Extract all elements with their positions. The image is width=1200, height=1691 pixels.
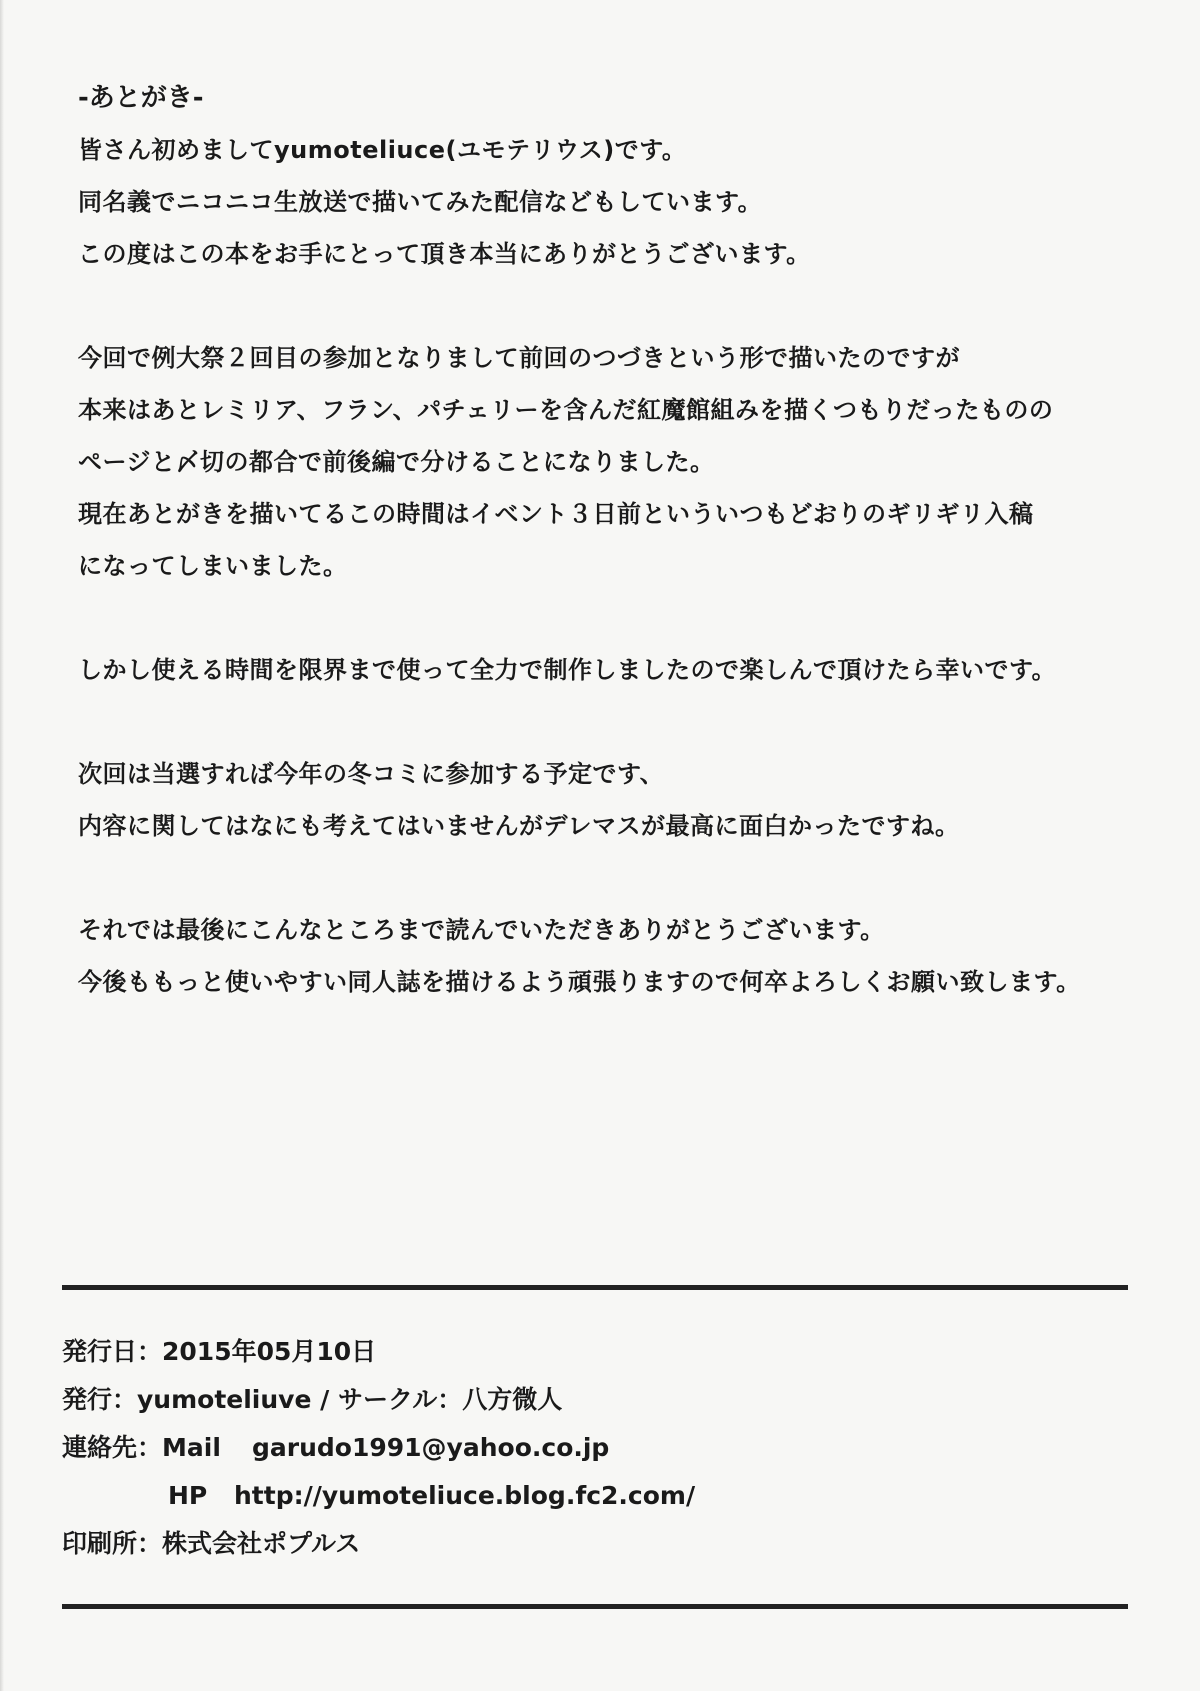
paragraph-line: 今回で例大祭２回目の参加となりまして前回のつづきという形で描いたのですが bbox=[78, 344, 960, 372]
contact-label: 連絡先： bbox=[62, 1433, 163, 1462]
colophon bbox=[62, 1328, 1122, 1568]
publish-date-row bbox=[62, 1328, 1122, 1376]
afterword-paragraph bbox=[78, 124, 1158, 280]
hp-key: HP bbox=[168, 1481, 208, 1510]
mail-address: garudo1991@yahoo.co.jp bbox=[252, 1433, 610, 1462]
homepage-url: http://yumoteliuce.blog.fc2.com/ bbox=[234, 1481, 696, 1510]
paragraph-line: 皆さん初めましてyumoteliuce(ユモテリウス)です。 bbox=[78, 136, 687, 164]
paragraph-line: になってしまいました。 bbox=[78, 552, 348, 580]
publish-date-value: 2015年05月10日 bbox=[162, 1337, 377, 1366]
paragraph-line: 本来はあとレミリア、フラン、パチェリーを含んだ紅魔館組みを描くつもりだったものの bbox=[78, 396, 1054, 424]
paragraph-line: 現在あとがきを描いてるこの時間はイベント３日前といういつもどおりのギリギリ入稿 bbox=[78, 500, 1034, 528]
paragraph-line: 次回は当選すれば今年の冬コミに参加する予定です、 bbox=[78, 760, 665, 788]
contact-mail-row bbox=[62, 1424, 1122, 1472]
afterword-paragraph bbox=[78, 644, 1158, 696]
paragraph-line: 今後ももっと使いやすい同人誌を描けるよう頑張りますので何卒よろしくお願い致します。 bbox=[78, 968, 1081, 996]
paragraph-line: 内容に関してはなにも考えてはいませんがデレマスが最高に面白かったですね。 bbox=[78, 812, 960, 840]
publisher-value: yumoteliuve / サークル：八方微人 bbox=[137, 1385, 563, 1414]
paragraph-line: しかし使える時間を限界まで使って全力で制作しましたので楽しんで頂けたら幸いです。 bbox=[78, 656, 1057, 684]
paragraph-line: それでは最後にこんなところまで読んでいただきありがとうございます。 bbox=[78, 916, 885, 944]
colophon-bottom-rule bbox=[62, 1604, 1128, 1609]
paragraph-line: 同名義でニコニコ生放送で描いてみた配信などもしています。 bbox=[78, 188, 763, 216]
afterword-heading: -あとがき- bbox=[78, 83, 204, 113]
publish-date-label: 発行日： bbox=[62, 1337, 163, 1366]
publisher-label: 発行： bbox=[62, 1385, 138, 1414]
afterword-section bbox=[78, 72, 1158, 1060]
contact-hp-row bbox=[62, 1472, 1122, 1520]
printer-label: 印刷所： bbox=[62, 1529, 163, 1558]
afterword-paragraph bbox=[78, 904, 1158, 1008]
afterword-paragraph bbox=[78, 332, 1158, 592]
publisher-row bbox=[62, 1376, 1122, 1424]
paragraph-line: ページと〆切の都合で前後編で分けることになりました。 bbox=[78, 448, 715, 476]
paragraph-line: この度はこの本をお手にとって頂き本当にありがとうございます。 bbox=[78, 240, 811, 268]
printer-row bbox=[62, 1520, 1122, 1568]
printer-value: 株式会社ポプルス bbox=[162, 1529, 361, 1558]
afterword-paragraph bbox=[78, 748, 1158, 852]
colophon-top-rule bbox=[62, 1285, 1128, 1290]
page-edge bbox=[0, 0, 4, 1691]
mail-key: Mail bbox=[162, 1433, 221, 1462]
